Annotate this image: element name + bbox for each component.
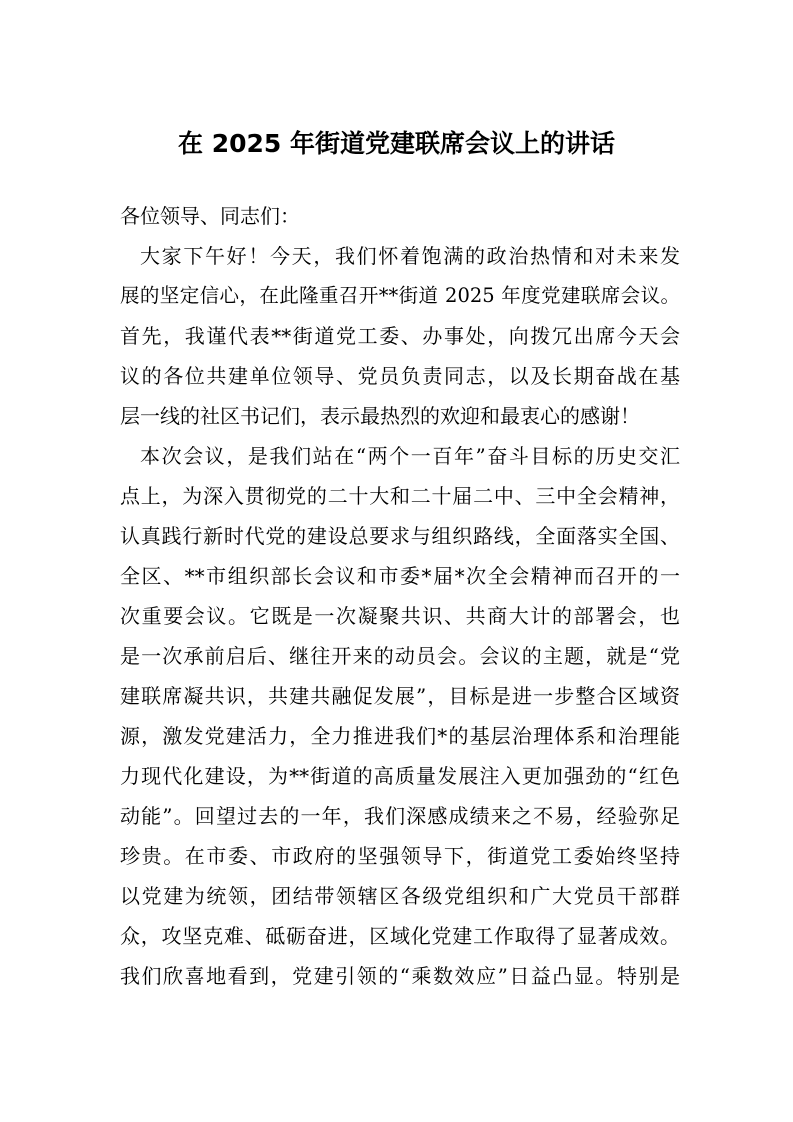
paragraph-line: 众，攻坚克难、砥砺奋进，区域化党建工作取得了显著成效。 xyxy=(120,924,680,948)
paragraph-line: 点上，为深入贯彻党的二十大和二十届二中、三中全会精神， xyxy=(120,484,680,508)
paragraph-line: 是一次承前启后、继往开来的动员会。会议的主题，就是“党 xyxy=(120,644,680,668)
paragraph-line: 展的坚定信心，在此隆重召开**街道 2025 年度党建联席会议。 xyxy=(120,284,680,307)
paragraph-line: 建联席凝共识，共建共融促发展”，目标是进一步整合区域资 xyxy=(120,684,680,708)
paragraph-line: 力现代化建设，为**街道的高质量发展注入更加强劲的“红色 xyxy=(120,764,680,788)
salutation: 各位领导、同志们： xyxy=(120,204,300,228)
paragraph-line: 本次会议，是我们站在“两个一百年”奋斗目标的历史交汇 xyxy=(140,444,680,468)
paragraph-line: 以党建为统领，团结带领辖区各级党组织和广大党员干部群 xyxy=(120,884,680,908)
paragraph-line: 层一线的社区书记们，表示最热烈的欢迎和最衷心的感谢！ xyxy=(120,404,640,428)
paragraph-line: 动能”。回望过去的一年，我们深感成绩来之不易，经验弥足 xyxy=(120,804,680,828)
paragraph-line: 认真践行新时代党的建设总要求与组织路线，全面落实全国、 xyxy=(120,524,680,548)
paragraph-line: 源，激发党建活力，全力推进我们*的基层治理体系和治理能 xyxy=(120,724,680,748)
document-title: 在 2025 年街道党建联席会议上的讲话 xyxy=(178,129,615,158)
paragraph-line: 次重要会议。它既是一次凝聚共识、共商大计的部署会，也 xyxy=(120,604,680,628)
paragraph-line: 首先，我谨代表**街道党工委、办事处，向拨冗出席今天会 xyxy=(120,324,680,348)
paragraph-line: 大家下午好！今天，我们怀着饱满的政治热情和对未来发 xyxy=(140,244,680,268)
paragraph-line: 全区、**市组织部长会议和市委*届*次全会精神而召开的一 xyxy=(120,564,680,588)
paragraph-line: 珍贵。在市委、市政府的坚强领导下，街道党工委始终坚持 xyxy=(120,844,680,868)
paragraph-line: 我们欣喜地看到，党建引领的“乘数效应”日益凸显。特别是 xyxy=(120,964,680,988)
paragraph-line: 议的各位共建单位领导、党员负责同志，以及长期奋战在基 xyxy=(120,364,680,388)
